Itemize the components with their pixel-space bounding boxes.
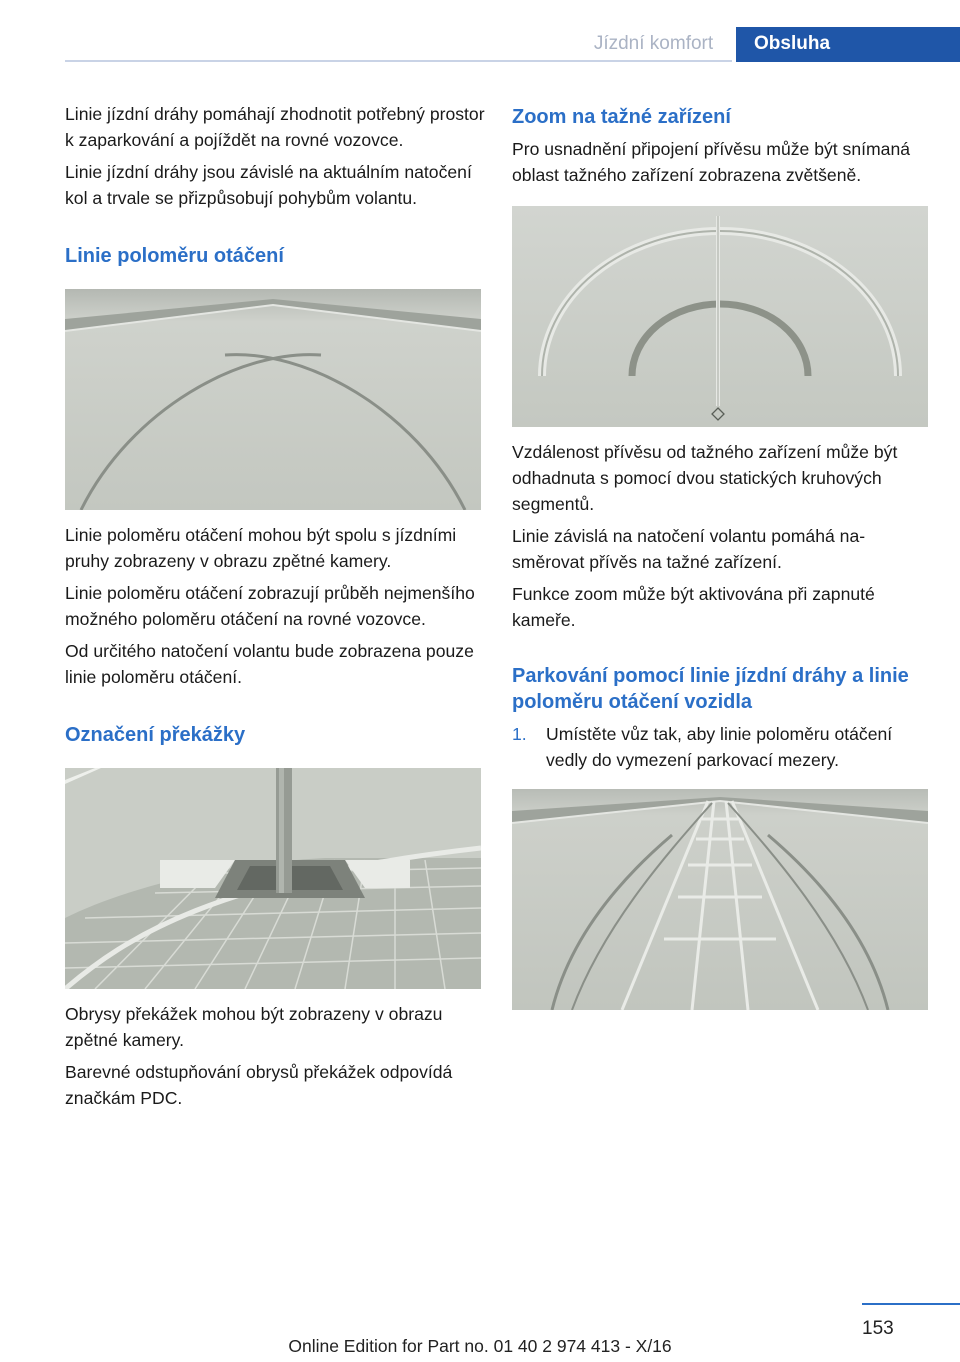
paragraph: Linie závislá na natočení volantu pomáhá nasměrovat přívěs na tažné zařízení. — [512, 526, 866, 572]
tow-hitch-zoom-illustration — [512, 206, 928, 427]
paragraph: Vzdálenost přívěsu od tažného zařízení může být odhadnuta s pomocí dvou statických kruhových segmentů. — [512, 442, 898, 514]
paragraph: Linie poloměru otáčení zobrazují průběh nejmenšího možného poloměru otáčení na rovné vozovce. — [65, 583, 475, 629]
list-number: 1. — [512, 724, 527, 744]
section-heading: Označení překážky — [65, 724, 246, 746]
paragraph: Funkce zoom může být aktivována při zapnuté kameře. — [512, 584, 875, 630]
obstacle-marking-illustration — [65, 768, 481, 989]
turning-radius-illustration — [65, 289, 481, 510]
paragraph: Barevné odstupňování obrysů překážek odpovídá značkám PDC. — [65, 1062, 453, 1108]
parking-guidance-illustration — [512, 789, 928, 1010]
paragraph: Linie poloměru otáčení mohou být spolu s jízdními pruhy zobrazeny v obrazu zpětné kamery. — [65, 525, 457, 571]
list-item — [512, 721, 930, 773]
header-chapter-tab[interactable]: Obsluha — [736, 27, 960, 62]
right-column — [512, 104, 930, 1010]
page-number: 153 — [862, 1318, 894, 1339]
section-heading: Zoom na tažné zařízení — [512, 106, 731, 128]
paragraph: Pro usnadnění připojení přívěsu může být snímaná oblast tažného zařízení zobrazena zvětšeně. — [512, 139, 911, 185]
paragraph: Linie jízdní dráhy jsou závislé na aktuálním natočení kol a trvale se přizpůsobují pohybům volantu. — [65, 162, 472, 208]
left-column — [65, 101, 485, 1117]
header-section-tab[interactable]: Jízdní komfort — [593, 33, 714, 54]
list-text: Umístěte vůz tak, aby linie poloměru otáčení vedly do vymezení parkovací mezery. — [546, 724, 893, 770]
section-heading: Parkování pomocí linie jízdní dráhy a linie poloměru otáčení vozidla — [512, 665, 909, 713]
page-number-rule — [862, 1303, 960, 1305]
section-heading: Linie poloměru otáčení — [65, 245, 284, 267]
paragraph: Od určitého natočení volantu bude zobrazena pouze linie poloměru otáčení. — [65, 641, 474, 687]
footer-edition: Online Edition for Part no. 01 40 2 974 413 - X/16 — [288, 1336, 672, 1356]
paragraph: Obrysy překážek mohou být zobrazeny v obrazu zpětné kamery. — [65, 1004, 443, 1050]
paragraph: Linie jízdní dráhy pomáhají zhodnotit potřebný prostor k zaparkování a pojíždět na rovné vozovce. — [65, 104, 485, 150]
